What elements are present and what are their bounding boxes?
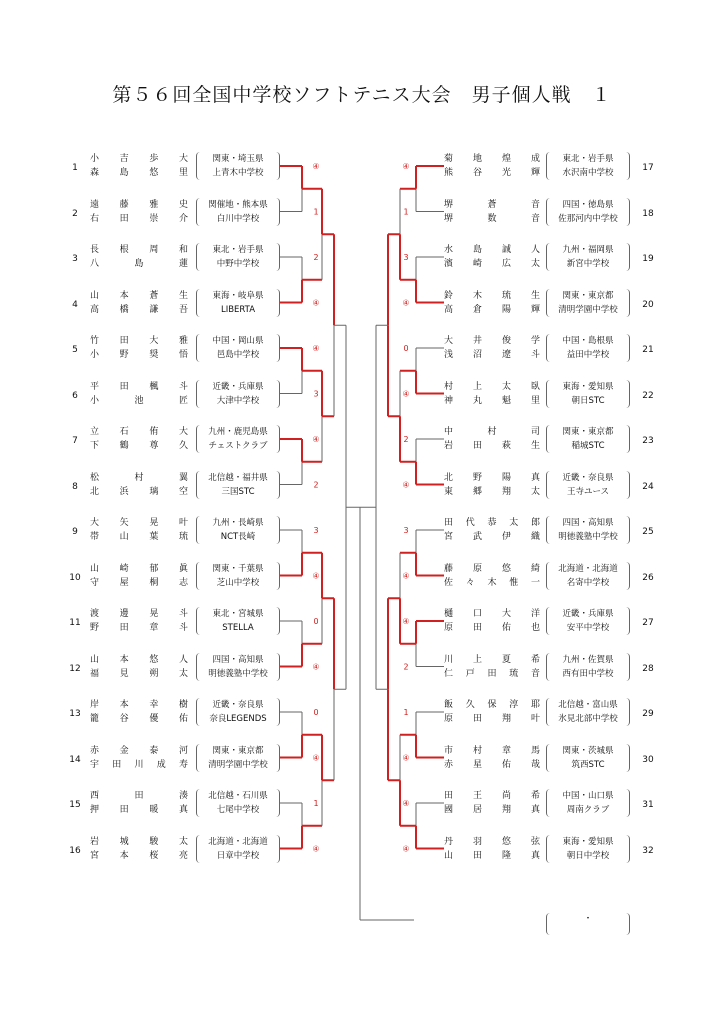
player-2-name: 佐々木惟一 [444,577,540,588]
player-2-name: 宮本桜亮 [90,850,188,861]
score-label: ④ [402,753,410,763]
player-2-name: 野田章斗 [90,623,188,633]
entry-number: 15 [69,800,81,810]
entry-number: 14 [69,754,81,765]
score-label: ④ [312,435,320,444]
region: 九州・佐賀県 [562,654,614,665]
player-1-name: 鈴木琉生 [444,290,540,301]
school: 安平中学校 [566,623,610,633]
player-2-name: 籠谷優佑 [90,714,188,724]
player-2-name: 下鶴尊久 [90,441,188,451]
entry-number: 24 [642,481,654,492]
school: 佐那河内中学校 [558,213,618,224]
region: 近畿・兵庫県 [562,609,614,619]
school: 芝山中学校 [216,577,260,588]
player-1-name: 竹田大雅 [90,336,188,346]
region: 九州・福岡県 [562,245,614,255]
region: 東北・岩手県 [562,154,614,164]
page-title: 第５６回全国中学校ソフトテニス大会 男子個人戦 １ [112,84,612,106]
player-1-name: 立石侑大 [90,427,188,437]
school: 益田中学校 [566,350,610,360]
player-2-name: 小池匠 [90,395,188,406]
score-label: 3 [313,389,319,399]
score-label: 0 [403,344,409,353]
player-2-name: 原田翔叶 [444,714,540,724]
player-1-name: 飯久保淳耶 [444,700,540,710]
school: 大津中学校 [216,395,260,406]
entry-number: 5 [72,345,78,355]
region: 関東・東京都 [562,427,614,437]
entry-number: 18 [642,208,654,219]
score-label: ④ [402,480,410,490]
player-2-name: 國居翔真 [444,805,540,815]
school: チェストクラブ [208,441,268,451]
player-2-name: 北浜璃空 [90,486,188,497]
school: 新宮中学校 [566,259,610,269]
region: 東海・愛知県 [562,836,614,847]
player-1-name: 岸本幸樹 [90,700,188,710]
entry-number: 2 [72,208,78,219]
school: 朝日STC [571,395,605,406]
player-1-name: 村上太臥 [444,381,540,392]
entry-number: 26 [642,572,654,583]
entry-number: 7 [72,436,78,446]
player-2-name: 押田暖真 [90,805,188,815]
player-1-name: 西田湊 [90,791,188,801]
score-label: ④ [312,298,320,308]
score-label: 1 [313,207,319,217]
entry-number: 31 [642,800,654,810]
player-2-name: 東郷翔太 [444,486,540,497]
school: 朝日中学校 [566,850,610,861]
player-1-name: 渡邊晃斗 [90,609,188,619]
blank-entry-box: ・ [546,913,630,935]
score-label: 1 [313,799,319,808]
player-2-name: 福見朔太 [90,668,188,679]
score-label: ④ [312,344,320,353]
score-label: ④ [402,389,410,399]
entry-number: 27 [642,618,654,628]
player-1-name: 堺蒼音 [444,199,540,210]
entry-number: 28 [642,663,654,674]
score-label: 3 [403,253,409,262]
player-1-name: 水島誠人 [444,245,540,255]
player-1-name: 山本蒼生 [90,290,188,301]
region: 近畿・奈良県 [212,700,264,710]
entry-number: 23 [642,436,654,446]
player-1-name: 樋口大洋 [444,609,540,619]
player-2-name: 右田崇介 [90,213,188,224]
score-label: ④ [402,799,410,808]
score-label: ④ [312,844,320,854]
player-1-name: 川上夏希 [444,654,540,665]
region: 関東・埼玉県 [212,154,264,164]
school: 清明学園中学校 [558,304,618,315]
player-1-name: 中村司 [444,427,540,437]
region: 関東・東京都 [562,290,614,301]
player-1-name: 松村翼 [90,472,188,483]
entry-number: 30 [642,754,654,765]
player-1-name: 小吉歩大 [90,154,188,164]
entry-number: 11 [69,618,81,628]
player-1-name: 山崎郁眞 [90,563,188,574]
player-2-name: 宇田川成寿 [90,759,188,770]
region: 中国・岡山県 [212,336,264,346]
region: 近畿・奈良県 [562,472,614,483]
region: 四国・高知県 [212,654,264,665]
school: 西有田中学校 [562,668,614,679]
score-label: ④ [402,844,410,854]
score-label: ④ [312,571,320,581]
school: 奈良LEGENDS [209,714,267,724]
player-2-name: 原田佑也 [444,623,540,633]
region: 東北・宮城県 [212,609,264,619]
player-2-name: 堺数音 [444,213,540,224]
player-2-name: 八島蓮 [90,259,188,269]
score-label: 2 [403,662,409,672]
player-2-name: 濱崎広太 [444,259,540,269]
score-label: 2 [313,480,319,490]
player-2-name: 赤星佑哉 [444,759,540,770]
entry-number: 12 [69,663,81,674]
school: 明徳義塾中学校 [208,668,268,679]
region: 東北・岩手県 [212,245,264,255]
region: 関催地・熊本県 [208,199,268,210]
player-1-name: 岩城駿太 [90,836,188,847]
player-1-name: 長根周和 [90,245,188,255]
player-2-name: 岩田萩生 [444,441,540,451]
score-label: 2 [313,253,319,262]
entry-number: 6 [72,390,78,401]
school: 名寄中学校 [566,577,610,588]
region: 四国・高知県 [562,518,614,528]
region: 北信越・福井県 [208,472,268,483]
school: 三国STC [221,486,255,497]
school: LIBERTA [220,304,256,315]
school: 明徳義塾中学校 [558,532,618,542]
entry-number: 8 [72,481,78,492]
player-1-name: 田代恭太郎 [444,518,540,528]
player-1-name: 大井俊学 [444,336,540,346]
school: 日章中学校 [216,850,260,861]
school: STELLA [222,623,254,633]
school: 筑西STC [571,759,605,770]
school: 氷見北部中学校 [558,714,618,724]
school: 七尾中学校 [216,805,260,815]
score-label: 3 [313,526,319,535]
player-2-name: 宮武伊織 [444,532,540,542]
score-label: 3 [403,526,409,535]
player-2-name: 浅沼遼斗 [444,350,540,360]
player-1-name: 菊地煌成 [444,154,540,164]
player-2-name: 高橋謙吾 [90,304,188,315]
school: 邑島中学校 [216,350,260,360]
player-1-name: 田王尚希 [444,791,540,801]
entry-number: 29 [642,709,654,719]
player-2-name: 熊谷光輝 [444,168,540,178]
player-2-name: 守屋桐志 [90,577,188,588]
entry-number: 19 [642,254,654,264]
score-label: ④ [312,753,320,763]
score-label: 0 [313,708,319,717]
score-label: ④ [402,162,410,171]
player-2-name: 神丸魁里 [444,395,540,406]
school: 周南クラブ [566,805,610,815]
school: 水沢南中学校 [562,168,614,178]
score-label: ④ [402,617,410,626]
region: 九州・鹿児島県 [208,427,268,437]
score-label: ④ [312,662,320,672]
region: 九州・長崎県 [212,518,264,528]
entry-number: 25 [642,527,654,537]
player-1-name: 北野陽真 [444,472,540,483]
school: 稲城STC [571,441,605,451]
region: 関東・茨城県 [562,745,614,756]
school: 清明学園中学校 [208,759,268,770]
player-1-name: 市村章馬 [444,745,540,756]
region: 北信越・富山県 [558,700,618,710]
region: 北信越・石川県 [208,791,268,801]
score-label: 1 [403,207,409,217]
region: 四国・徳島県 [562,199,614,210]
player-2-name: 仁戸田琉音 [444,668,540,679]
score-label: ④ [402,571,410,581]
player-1-name: 藤原悠綺 [444,563,540,574]
entry-number: 13 [69,709,81,719]
school: 王寺ユース [566,486,610,497]
player-1-name: 丹羽悠弦 [444,836,540,847]
entry-number: 1 [72,163,78,173]
school: 上青木中学校 [212,168,264,178]
score-label: 1 [403,708,409,717]
region: 東海・岐阜県 [212,290,264,301]
entry-number: 22 [642,390,654,401]
region: 中国・島根県 [562,336,614,346]
entry-number: 4 [72,299,78,310]
entry-number: 9 [72,527,78,537]
school: NCT長崎 [220,532,256,542]
player-1-name: 山本悠人 [90,654,188,665]
entry-number: 21 [642,345,654,355]
entry-number: 20 [642,299,654,310]
school: 白川中学校 [216,213,260,224]
score-label: 0 [313,617,319,626]
score-label: 2 [403,435,409,444]
entry-number: 10 [69,572,81,583]
player-1-name: 赤金泰河 [90,745,188,756]
region: 関東・東京都 [212,745,264,756]
school: 中野中学校 [216,259,260,269]
player-1-name: 平田楓斗 [90,381,188,392]
score-label: ④ [312,162,320,171]
entry-number: 32 [642,845,654,856]
entry-number: 17 [642,163,654,173]
region: 中国・山口県 [562,791,614,801]
region: 北海道・北海道 [208,836,268,847]
player-2-name: 小野奨悟 [90,350,188,360]
score-label: ④ [402,298,410,308]
player-1-name: 大矢晃叶 [90,518,188,528]
entry-number: 3 [72,254,78,264]
player-2-name: 山田隆真 [444,850,540,861]
region: 関東・千葉県 [212,563,264,574]
region: 近畿・兵庫県 [212,381,264,392]
region: 東海・愛知県 [562,381,614,392]
entry-number: 16 [69,845,81,856]
player-2-name: 森島悠里 [90,168,188,178]
player-1-name: 遠藤雅史 [90,199,188,210]
player-2-name: 帯山葉琉 [90,532,188,542]
player-2-name: 高倉陽輝 [444,304,540,315]
region: 北海道・北海道 [558,563,618,574]
